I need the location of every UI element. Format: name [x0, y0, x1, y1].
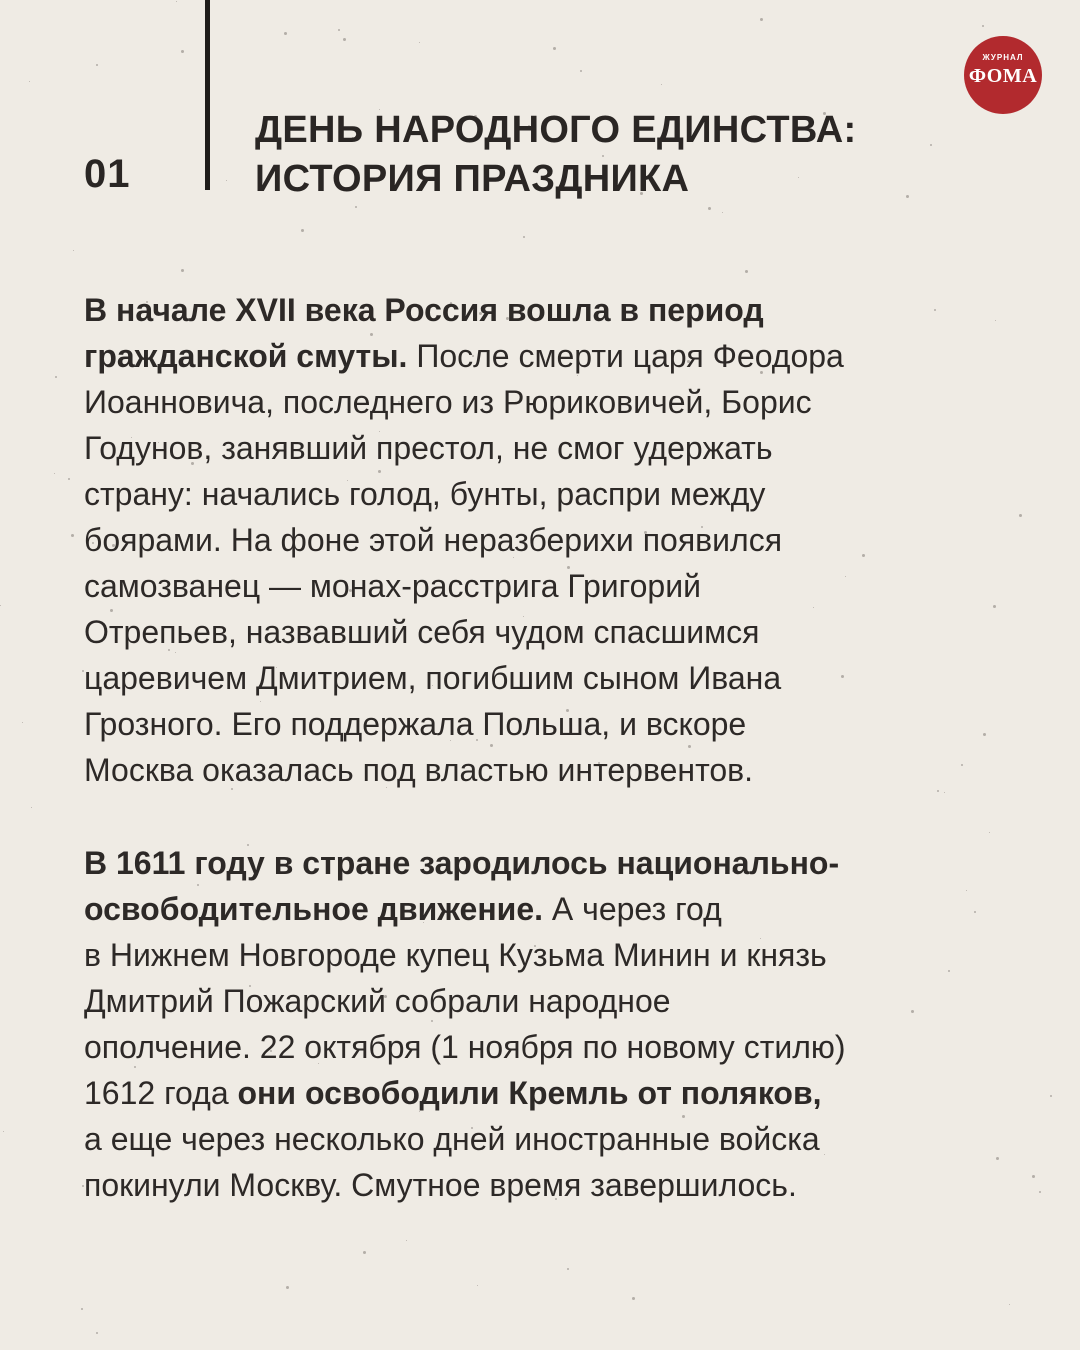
text-line — [84, 517, 1054, 563]
text-segment: Иоанновича, последнего из Рюриковичей, Борис — [84, 384, 812, 420]
paper-texture-speck — [176, 1, 177, 2]
paper-texture-speck — [477, 1285, 478, 1286]
paper-texture-speck — [71, 534, 74, 537]
paper-texture-speck — [745, 270, 748, 273]
vertical-divider — [205, 0, 210, 190]
slide-number: 01 — [84, 152, 131, 196]
logo-main-text: ФОМА — [968, 65, 1038, 87]
text-line — [84, 379, 1054, 425]
logo-small-text: ЖУРНАЛ — [982, 53, 1024, 62]
paper-texture-speck — [22, 722, 23, 723]
text-line — [84, 609, 1054, 655]
paper-texture-speck — [989, 832, 990, 833]
bold-text-segment: В начале XVII века Россия вошла в период — [84, 292, 764, 328]
paper-texture-speck — [0, 605, 1, 606]
text-segment: страну: начались голод, бунты, распри между — [84, 476, 766, 512]
text-segment: 1612 года — [84, 1075, 238, 1111]
text-line — [84, 701, 1054, 747]
text-line — [84, 1070, 1054, 1116]
text-line — [84, 1116, 1054, 1162]
paper-texture-speck — [632, 1297, 635, 1300]
text-segment: Годунов, занявший престол, не смог удержать — [84, 430, 773, 466]
text-segment: самозванец — монах-расстрига Григорий — [84, 568, 701, 604]
paper-texture-speck — [567, 1268, 569, 1270]
paper-texture-speck — [419, 42, 420, 43]
paper-texture-speck — [338, 29, 340, 31]
paper-texture-speck — [982, 25, 984, 27]
paper-texture-speck — [284, 32, 287, 35]
paper-texture-speck — [181, 269, 184, 272]
title-line-2: ИСТОРИЯ ПРАЗДНИКА — [255, 158, 690, 200]
bold-text-segment: В 1611 году в стране зародилось национально- — [84, 845, 840, 881]
paper-texture-speck — [96, 64, 98, 66]
paper-texture-speck — [181, 50, 184, 53]
text-segment: Москва оказалась под властью интервентов. — [84, 752, 754, 788]
paper-texture-speck — [31, 807, 32, 808]
paper-texture-speck — [3, 1131, 4, 1132]
bold-text-segment: они освободили Кремль от поляков, — [237, 1075, 822, 1111]
foma-logo-badge — [964, 36, 1042, 114]
text-line — [84, 1162, 1054, 1208]
paragraph-smuta — [84, 287, 1054, 793]
text-segment: ополчение. 22 октября (1 ноября по новому стилю) — [84, 1029, 846, 1065]
paper-texture-speck — [363, 1251, 366, 1254]
text-line — [84, 563, 1054, 609]
text-line — [84, 978, 1054, 1024]
text-line — [84, 287, 1054, 333]
text-segment: боярами. На фоне этой неразберихи появился — [84, 522, 783, 558]
text-line — [84, 886, 1054, 932]
paragraph-liberation — [84, 840, 1054, 1208]
paper-texture-speck — [54, 473, 55, 474]
bold-text-segment: освободительное движение. — [84, 891, 544, 927]
paper-texture-speck — [1009, 1304, 1010, 1305]
text-line — [84, 932, 1054, 978]
paper-texture-speck — [580, 70, 582, 72]
paper-texture-speck — [55, 376, 57, 378]
paper-texture-speck — [96, 1332, 98, 1334]
text-line — [84, 1024, 1054, 1070]
paper-texture-speck — [29, 81, 30, 82]
text-segment: покинули Москву. Смутное время завершилось. — [84, 1167, 797, 1203]
text-segment: Дмитрий Пожарский собрали народное — [84, 983, 671, 1019]
paper-texture-speck — [68, 478, 70, 480]
text-segment: Отрепьев, назвавший себя чудом спасшимся — [84, 614, 760, 650]
text-segment: Грозного. Его поддержала Польша, и вскоре — [84, 706, 747, 742]
paragraph-text — [84, 840, 1054, 1208]
text-line — [84, 655, 1054, 701]
paper-texture-speck — [81, 1308, 83, 1310]
paragraph-text — [84, 287, 1054, 793]
paper-texture-speck — [523, 236, 525, 238]
paper-texture-speck — [73, 250, 74, 251]
text-line — [84, 747, 1054, 793]
text-segment: а еще через несколько дней иностранные войска — [84, 1121, 820, 1157]
text-segment: в Нижнем Новгороде купец Кузьма Минин и князь — [84, 937, 827, 973]
paper-texture-speck — [722, 212, 723, 213]
paper-texture-speck — [708, 207, 711, 210]
text-line — [84, 840, 1054, 886]
bold-text-segment: гражданской смуты. — [84, 338, 408, 374]
paper-texture-speck — [286, 1286, 289, 1289]
paper-texture-speck — [343, 38, 346, 41]
paper-texture-speck — [355, 206, 357, 208]
paper-texture-speck — [760, 18, 763, 21]
paper-texture-speck — [301, 229, 304, 232]
paper-texture-speck — [661, 84, 662, 85]
text-line — [84, 425, 1054, 471]
paper-texture-speck — [406, 1240, 407, 1241]
text-segment: После смерти царя Феодора — [407, 338, 844, 374]
title-line-1: ДЕНЬ НАРОДНОГО ЕДИНСТВА: — [255, 109, 857, 151]
paper-texture-speck — [226, 180, 227, 181]
text-segment: царевичем Дмитрием, погибшим сыном Ивана — [84, 660, 782, 696]
paper-texture-speck — [553, 47, 556, 50]
text-line — [84, 333, 1054, 379]
page-title — [255, 106, 955, 204]
text-line — [84, 471, 1054, 517]
text-segment: А через год — [543, 891, 722, 927]
